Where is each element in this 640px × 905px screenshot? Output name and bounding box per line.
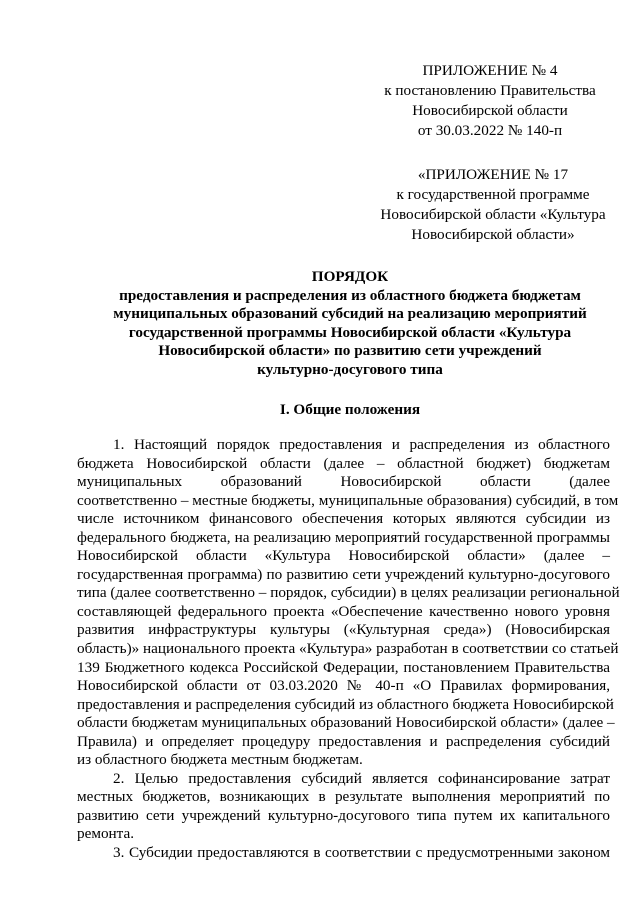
text-line: числе источником финансового обеспечения которых являются субсидии из: [77, 510, 610, 528]
text-line: местных бюджетов, возникающих в результате выполнения мероприятий по: [77, 788, 610, 806]
appendix-line: Новосибирской области: [412, 102, 568, 119]
title-line: культурно-досугового типа: [257, 360, 443, 378]
text-line: Новосибирской области «Культура Новосибирской области» (далее –: [77, 547, 610, 565]
text-line: Новосибирской области от 03.03.2020 № 40-п «О Правилах формирования,: [77, 677, 610, 695]
text-line: составляющей федерального проекта «Обеспечение качественно нового уровня: [77, 602, 610, 620]
title-line: предоставления и распределения из областного бюджета бюджетам: [119, 286, 581, 304]
text-line: области бюджетам муниципальных образований Новосибирской области» (далее –: [77, 714, 615, 732]
appendix-date-number: от 30.03.2022 № 140-п: [417, 122, 563, 139]
text-line: из областного бюджета местным бюджетам.: [77, 751, 363, 769]
body-text: [77, 436, 620, 863]
text-line: 1. Настоящий порядок предоставления и распределения из областного: [113, 436, 610, 453]
text-line: государственная программа) по развитию сети учреждений культурно-досугового: [77, 565, 610, 583]
title-line: государственной программы Новосибирской области «Культура: [128, 323, 572, 341]
title-line: муниципальных образований субсидий на реализацию мероприятий: [113, 305, 587, 322]
text-line: предоставления и распределения субсидий из областного бюджета Новосибирской: [77, 695, 614, 713]
document-title: [60, 268, 640, 379]
appendix-block-program: [368, 165, 618, 245]
appendix-line: Новосибирской области «Культура: [380, 206, 606, 223]
title-heading: ПОРЯДОК: [311, 268, 389, 285]
text-line: развитию сети учреждений культурно-досугового типа путем их капитального: [77, 806, 610, 824]
text-line: 139 Бюджетного кодекса Российской Федерации, постановлением Правительства: [77, 658, 610, 676]
paragraph-1: [77, 436, 620, 770]
text-line: муниципальных образований Новосибирской области (далее: [77, 473, 610, 491]
appendix-line: Новосибирской области»: [411, 226, 575, 243]
appendix-block-resolution: [380, 61, 600, 141]
text-line: соответственно – местные бюджеты, муниципальные образования) субсидий, в том: [77, 491, 619, 509]
appendix-number: ПРИЛОЖЕНИЕ № 4: [422, 62, 558, 79]
paragraph-2: [77, 770, 610, 844]
text-line: 3. Субсидии предоставляются в соответствии с предусмотренными законом: [113, 844, 610, 862]
appendix-number: «ПРИЛОЖЕНИЕ № 17: [417, 166, 569, 183]
text-line: ремонта.: [77, 825, 135, 843]
text-line: Правила) и определяет процедуру предоставления и распределения субсидий: [77, 732, 610, 750]
text-line: федерального бюджета, на реализацию мероприятий государственной программы: [77, 528, 610, 546]
section-heading: I. Общие положения: [279, 401, 421, 418]
title-line: Новосибирской области» по развитию сети учреждений: [158, 342, 542, 359]
text-line: типа (далее соответственно – порядок, субсидии) в целях реализации региональной: [77, 584, 620, 602]
text-line: развития инфраструктуры культуры («Культурная среда») (Новосибирская: [77, 621, 610, 639]
text-line: область)» национального проекта «Культура» разработан в соответствии со статьей: [77, 640, 619, 658]
text-line: 2. Целью предоставления субсидий является софинансирование затрат: [113, 769, 610, 787]
text-line: бюджета Новосибирской области (далее – областной бюджет) бюджетам: [77, 454, 610, 472]
appendix-line: к государственной программе: [396, 186, 590, 203]
appendix-line: к постановлению Правительства: [384, 82, 596, 99]
paragraph-3: [77, 844, 610, 863]
